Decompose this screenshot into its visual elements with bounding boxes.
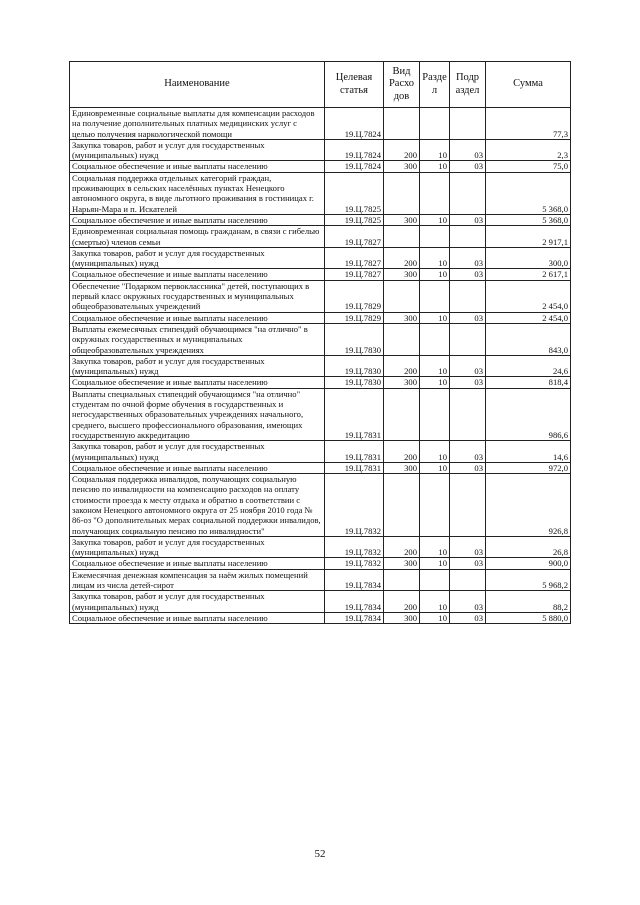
table-row xyxy=(70,247,571,269)
table-row xyxy=(70,536,571,558)
row-target-article: 19.Ц.7827 xyxy=(325,269,384,280)
row-section: 10 xyxy=(420,161,450,172)
row-name: Выплаты ежемесячных стипендий обучающимся "на отлично" в окружных государственных и муниципальных общеобразовательных учреждениях xyxy=(70,323,325,355)
row-expense-type xyxy=(384,323,420,355)
row-name: Социальная поддержка отдельных категорий граждан, проживающих в сельских населённых пунктах Ненецкого автономного округа, в виде льготного проживания в гостиницах г. Нарьян-Мара и п. Искателей xyxy=(70,172,325,214)
row-expense-type: 200 xyxy=(384,139,420,161)
row-sum: 77,3 xyxy=(486,108,571,140)
row-sum: 26,8 xyxy=(486,536,571,558)
row-sum: 88,2 xyxy=(486,591,571,613)
row-subsection: 03 xyxy=(450,591,486,613)
row-expense-type xyxy=(384,280,420,312)
table-row xyxy=(70,441,571,463)
row-section xyxy=(420,280,450,312)
row-name: Закупка товаров, работ и услуг для государственных (муниципальных) нужд xyxy=(70,441,325,463)
row-expense-type xyxy=(384,226,420,248)
row-subsection: 03 xyxy=(450,139,486,161)
row-subsection xyxy=(450,280,486,312)
row-target-article: 19.Ц.7827 xyxy=(325,247,384,269)
row-subsection xyxy=(450,474,486,537)
row-section xyxy=(420,474,450,537)
row-subsection: 03 xyxy=(450,269,486,280)
row-name: Закупка товаров, работ и услуг для государственных (муниципальных) нужд xyxy=(70,536,325,558)
row-sum: 2,3 xyxy=(486,139,571,161)
row-expense-type: 300 xyxy=(384,214,420,225)
table-row xyxy=(70,355,571,377)
row-expense-type: 200 xyxy=(384,441,420,463)
row-section: 10 xyxy=(420,612,450,623)
row-name: Закупка товаров, работ и услуг для государственных (муниципальных) нужд xyxy=(70,355,325,377)
table-row xyxy=(70,569,571,591)
row-sum: 818,4 xyxy=(486,377,571,388)
row-target-article: 19.Ц.7832 xyxy=(325,474,384,537)
row-section xyxy=(420,323,450,355)
row-sum: 972,0 xyxy=(486,462,571,473)
header-expense-type: Вид Расхо дов xyxy=(384,62,420,108)
row-expense-type: 200 xyxy=(384,536,420,558)
row-section: 10 xyxy=(420,247,450,269)
row-target-article: 19.Ц.7829 xyxy=(325,312,384,323)
row-section xyxy=(420,388,450,440)
row-name: Социальное обеспечение и иные выплаты населению xyxy=(70,558,325,569)
table-row xyxy=(70,139,571,161)
row-subsection: 03 xyxy=(450,312,486,323)
row-subsection: 03 xyxy=(450,355,486,377)
table-row xyxy=(70,269,571,280)
row-target-article: 19.Ц.7831 xyxy=(325,441,384,463)
row-target-article: 19.Ц.7825 xyxy=(325,172,384,214)
row-subsection: 03 xyxy=(450,441,486,463)
row-expense-type xyxy=(384,108,420,140)
row-name: Социальная поддержка инвалидов, получающих социальную пенсию по инвалидности на компенсацию расходов на оплату стоимости проезда к месту отдыха и обратно в соответствии с законом Ненецкого автономного округа от 25 ноября 2010 года № 86-оз "О дополнительных мерах социальной поддержки инвалидов, получающих социальную пенсию по инвалидности" xyxy=(70,474,325,537)
row-sum: 5 968,2 xyxy=(486,569,571,591)
row-expense-type xyxy=(384,388,420,440)
row-name: Обеспечение "Подарком первоклассника" детей, поступающих в первый класс окружных государственных и муниципальных общеобразовательных учреждений xyxy=(70,280,325,312)
table-row xyxy=(70,108,571,140)
header-subsection: Подр аздел xyxy=(450,62,486,108)
row-target-article: 19.Ц.7834 xyxy=(325,591,384,613)
row-section: 10 xyxy=(420,312,450,323)
row-expense-type xyxy=(384,474,420,537)
budget-table xyxy=(69,61,571,624)
table-row xyxy=(70,474,571,537)
row-sum: 2 454,0 xyxy=(486,312,571,323)
row-name: Социальное обеспечение и иные выплаты населению xyxy=(70,161,325,172)
table-row xyxy=(70,612,571,623)
row-expense-type: 300 xyxy=(384,612,420,623)
row-target-article: 19.Ц.7834 xyxy=(325,612,384,623)
row-subsection: 03 xyxy=(450,214,486,225)
row-target-article: 19.Ц.7824 xyxy=(325,108,384,140)
row-expense-type: 200 xyxy=(384,591,420,613)
row-section xyxy=(420,226,450,248)
row-expense-type: 300 xyxy=(384,377,420,388)
row-subsection: 03 xyxy=(450,462,486,473)
row-name: Социальное обеспечение и иные выплаты населению xyxy=(70,312,325,323)
row-section xyxy=(420,569,450,591)
row-expense-type xyxy=(384,172,420,214)
row-expense-type: 200 xyxy=(384,247,420,269)
row-expense-type: 200 xyxy=(384,355,420,377)
table-row xyxy=(70,172,571,214)
row-subsection xyxy=(450,226,486,248)
table-row xyxy=(70,226,571,248)
table-row xyxy=(70,558,571,569)
row-target-article: 19.Ц.7829 xyxy=(325,280,384,312)
row-sum: 75,0 xyxy=(486,161,571,172)
row-section xyxy=(420,108,450,140)
row-subsection xyxy=(450,569,486,591)
row-section: 10 xyxy=(420,269,450,280)
row-target-article: 19.Ц.7825 xyxy=(325,214,384,225)
row-target-article: 19.Ц.7831 xyxy=(325,388,384,440)
row-sum: 926,8 xyxy=(486,474,571,537)
row-section: 10 xyxy=(420,441,450,463)
row-name: Ежемесячная денежная компенсация за наём жилых помещений лицам из числа детей-сирот xyxy=(70,569,325,591)
row-expense-type: 300 xyxy=(384,269,420,280)
row-section xyxy=(420,172,450,214)
row-sum: 24,6 xyxy=(486,355,571,377)
table-row xyxy=(70,214,571,225)
row-expense-type: 300 xyxy=(384,161,420,172)
row-sum: 2 617,1 xyxy=(486,269,571,280)
row-target-article: 19.Ц.7832 xyxy=(325,558,384,569)
row-target-article: 19.Ц.7830 xyxy=(325,355,384,377)
row-subsection: 03 xyxy=(450,612,486,623)
row-name: Единовременные социальные выплаты для компенсации расходов на получение дополнительных платных медицинских услуг с целью получения наркологической помощи xyxy=(70,108,325,140)
header-target-article: Целевая статья xyxy=(325,62,384,108)
row-subsection: 03 xyxy=(450,536,486,558)
row-subsection xyxy=(450,323,486,355)
row-sum: 2 917,1 xyxy=(486,226,571,248)
row-target-article: 19.Ц.7824 xyxy=(325,139,384,161)
row-section: 10 xyxy=(420,558,450,569)
table-row xyxy=(70,377,571,388)
row-subsection xyxy=(450,388,486,440)
table-header-row xyxy=(70,62,571,108)
table-row xyxy=(70,161,571,172)
row-target-article: 19.Ц.7824 xyxy=(325,161,384,172)
row-name: Социальное обеспечение и иные выплаты населению xyxy=(70,612,325,623)
row-subsection: 03 xyxy=(450,247,486,269)
row-expense-type: 300 xyxy=(384,312,420,323)
row-section: 10 xyxy=(420,591,450,613)
table-row xyxy=(70,462,571,473)
row-sum: 2 454,0 xyxy=(486,280,571,312)
row-sum: 843,0 xyxy=(486,323,571,355)
header-name: Наименование xyxy=(70,62,325,108)
row-section: 10 xyxy=(420,214,450,225)
row-sum: 986,6 xyxy=(486,388,571,440)
row-sum: 5 368,0 xyxy=(486,172,571,214)
table-row xyxy=(70,280,571,312)
row-subsection: 03 xyxy=(450,558,486,569)
table-row xyxy=(70,591,571,613)
row-sum: 300,0 xyxy=(486,247,571,269)
row-name: Закупка товаров, работ и услуг для государственных (муниципальных) нужд xyxy=(70,247,325,269)
row-subsection xyxy=(450,172,486,214)
table-row xyxy=(70,323,571,355)
row-sum: 14,6 xyxy=(486,441,571,463)
row-sum: 900,0 xyxy=(486,558,571,569)
row-name: Единовременная социальная помощь гражданам, в связи с гибелью (смертью) членов семьи xyxy=(70,226,325,248)
row-target-article: 19.Ц.7832 xyxy=(325,536,384,558)
row-section: 10 xyxy=(420,139,450,161)
row-target-article: 19.Ц.7831 xyxy=(325,462,384,473)
row-expense-type xyxy=(384,569,420,591)
row-subsection xyxy=(450,108,486,140)
table-row xyxy=(70,388,571,440)
table-row xyxy=(70,312,571,323)
row-expense-type: 300 xyxy=(384,462,420,473)
header-section: Разде л xyxy=(420,62,450,108)
row-subsection: 03 xyxy=(450,377,486,388)
row-target-article: 19.Ц.7830 xyxy=(325,377,384,388)
row-expense-type: 300 xyxy=(384,558,420,569)
row-sum: 5 880,0 xyxy=(486,612,571,623)
row-name: Выплаты специальных стипендий обучающимся "на отлично" студентам по очной форме обучения в государственных и негосударственных образовательных учреждениях начального, среднего, высшего профессионального образования, имеющих государственную аккредитацию xyxy=(70,388,325,440)
row-name: Закупка товаров, работ и услуг для государственных (муниципальных) нужд xyxy=(70,591,325,613)
header-sum: Сумма xyxy=(486,62,571,108)
row-name: Социальное обеспечение и иные выплаты населению xyxy=(70,214,325,225)
row-section: 10 xyxy=(420,536,450,558)
row-subsection: 03 xyxy=(450,161,486,172)
page-number: 52 xyxy=(314,848,326,860)
row-name: Социальное обеспечение и иные выплаты населению xyxy=(70,269,325,280)
row-name: Закупка товаров, работ и услуг для государственных (муниципальных) нужд xyxy=(70,139,325,161)
row-section: 10 xyxy=(420,355,450,377)
row-section: 10 xyxy=(420,377,450,388)
row-sum: 5 368,0 xyxy=(486,214,571,225)
row-target-article: 19.Ц.7827 xyxy=(325,226,384,248)
row-target-article: 19.Ц.7834 xyxy=(325,569,384,591)
row-name: Социальное обеспечение и иные выплаты населению xyxy=(70,377,325,388)
row-section: 10 xyxy=(420,462,450,473)
row-name: Социальное обеспечение и иные выплаты населению xyxy=(70,462,325,473)
row-target-article: 19.Ц.7830 xyxy=(325,323,384,355)
table-body xyxy=(70,108,571,624)
